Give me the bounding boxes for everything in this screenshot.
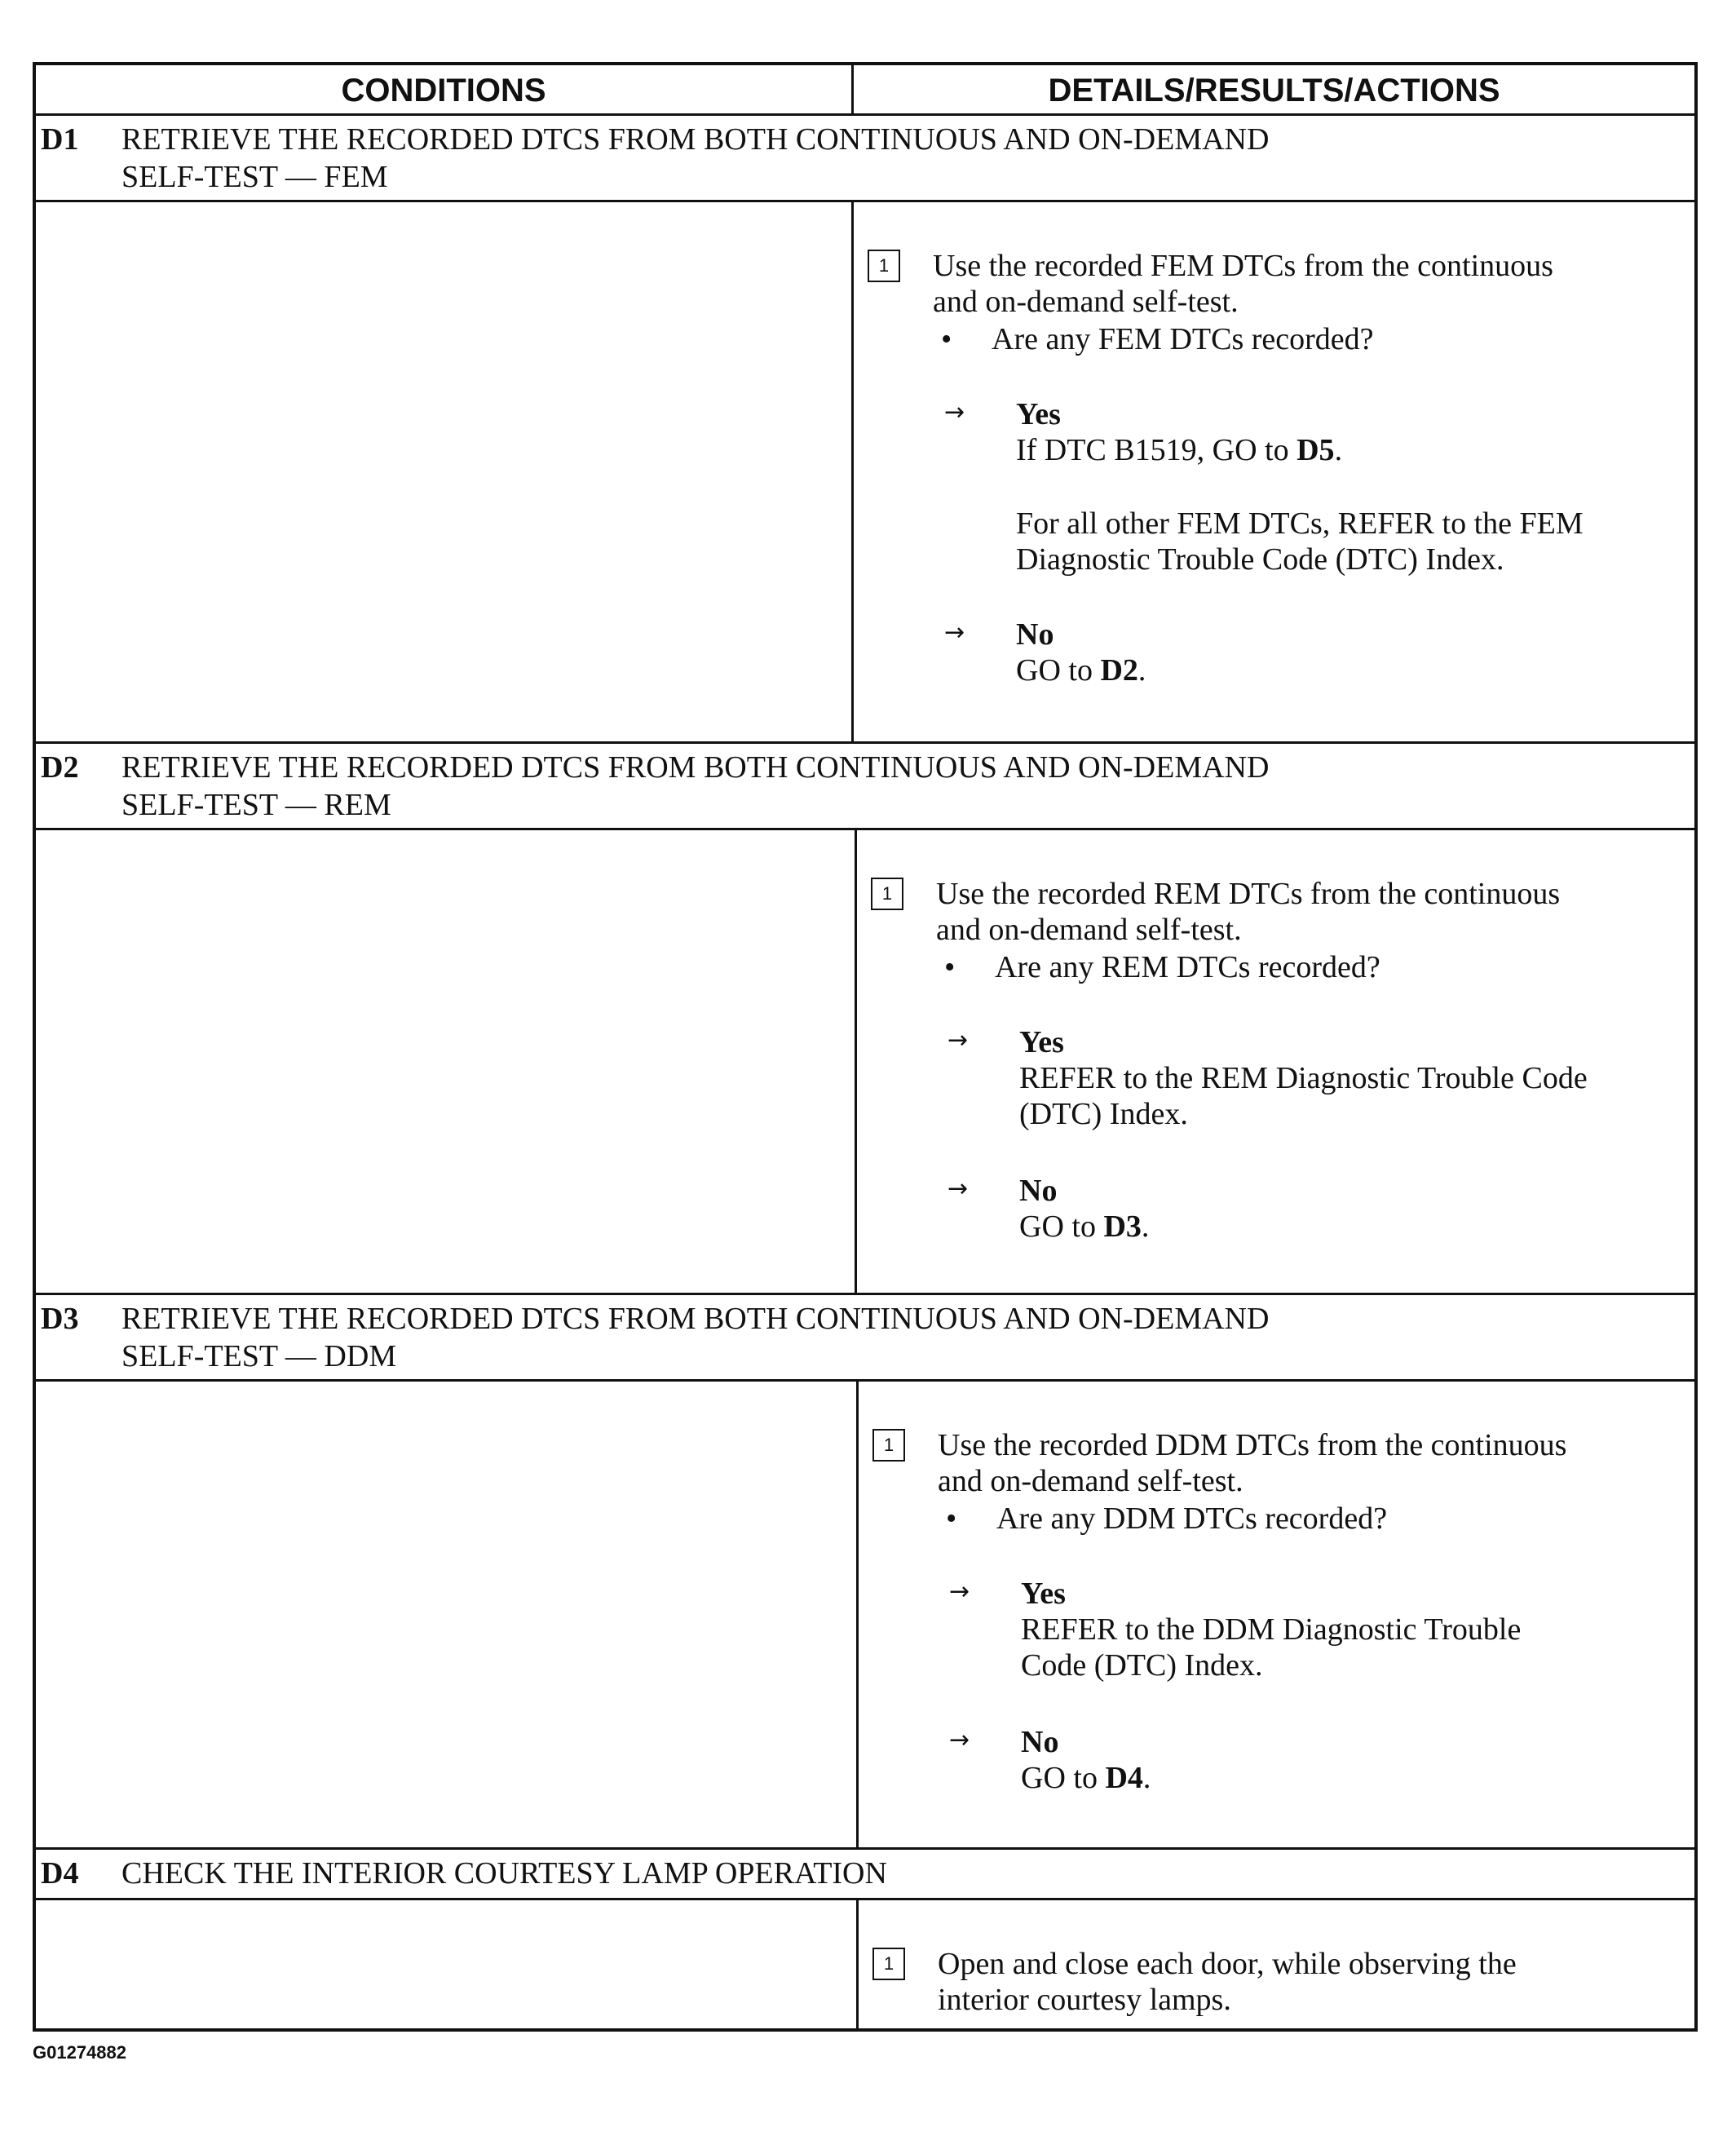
step-title-d4: [36, 1850, 1694, 1900]
step-number-box: 1: [872, 1429, 905, 1462]
instruction-text: Use the recorded REM DTCs from the continuous and on-demand self-test.: [936, 877, 1561, 947]
arrow-right-icon: →: [948, 1026, 969, 1055]
step-title-text: RETRIEVE THE RECORDED DTCS FROM BOTH CONTINUOUS AND ON-DEMAND SELF-TEST — REM: [121, 750, 1270, 822]
step-id: D2: [41, 750, 79, 785]
step-title-d2: [36, 744, 1694, 830]
step-title-text: RETRIEVE THE RECORDED DTCS FROM BOTH CONTINUOUS AND ON-DEMAND SELF-TEST — DDM: [121, 1302, 1270, 1373]
instruction-text: Open and close each door, while observing the interior courtesy lamps.: [938, 1947, 1517, 2017]
step-id: D4: [41, 1856, 79, 1891]
step-body-d1: [36, 202, 1694, 744]
step-title-text: RETRIEVE THE RECORDED DTCS FROM BOTH CONTINUOUS AND ON-DEMAND SELF-TEST — FEM: [121, 122, 1270, 194]
step-body-d4: [36, 1900, 1694, 2028]
no-branch: No GO to D4.: [1021, 1725, 1151, 1795]
step-title-d3: [36, 1295, 1694, 1382]
conditions-header: CONDITIONS: [341, 73, 546, 108]
question-text: Are any FEM DTCs recorded?: [992, 322, 1374, 356]
bullet-icon: •: [941, 322, 952, 356]
step-title-d1: [36, 116, 1694, 202]
arrow-right-icon: →: [949, 1726, 970, 1754]
figure-id: G01274882: [33, 2042, 126, 2063]
step-number-box: 1: [868, 250, 900, 282]
yes-branch: Yes If DTC B1519, GO to D5. For all other FEM DTCs, REFER to the FEM Diagnostic Trouble Code (DTC) Index.: [1016, 397, 1584, 577]
arrow-right-icon: →: [948, 1174, 969, 1203]
bullet-icon: •: [944, 950, 956, 984]
step-id: D1: [41, 122, 79, 157]
arrow-right-icon: →: [944, 398, 965, 427]
step-number-box: 1: [872, 1948, 905, 1980]
step-body-d3: [36, 1382, 1694, 1850]
step-title-text: CHECK THE INTERIOR COURTESY LAMP OPERATION: [121, 1856, 887, 1891]
diagnostic-table: [33, 62, 1698, 2032]
question-text: Are any DDM DTCs recorded?: [996, 1501, 1388, 1536]
question-text: Are any REM DTCs recorded?: [995, 950, 1380, 984]
details-header: DETAILS/RESULTS/ACTIONS: [1048, 73, 1500, 108]
step-body-d2: [36, 830, 1694, 1295]
yes-branch: Yes REFER to the REM Diagnostic Trouble Code (DTC) Index.: [1019, 1025, 1588, 1131]
arrow-right-icon: →: [944, 618, 965, 647]
arrow-right-icon: →: [949, 1577, 970, 1606]
table-header: [36, 65, 1694, 116]
bullet-icon: •: [946, 1501, 957, 1536]
step-number-box: 1: [871, 878, 903, 910]
step-id: D3: [41, 1302, 79, 1336]
yes-branch: Yes REFER to the DDM Diagnostic Trouble Code (DTC) Index.: [1021, 1577, 1522, 1683]
instruction-text: Use the recorded FEM DTCs from the continuous and on-demand self-test.: [933, 249, 1553, 319]
no-branch: No GO to D2.: [1016, 617, 1146, 688]
no-branch: No GO to D3.: [1019, 1174, 1150, 1244]
instruction-text: Use the recorded DDM DTCs from the continuous and on-demand self-test.: [938, 1428, 1567, 1498]
